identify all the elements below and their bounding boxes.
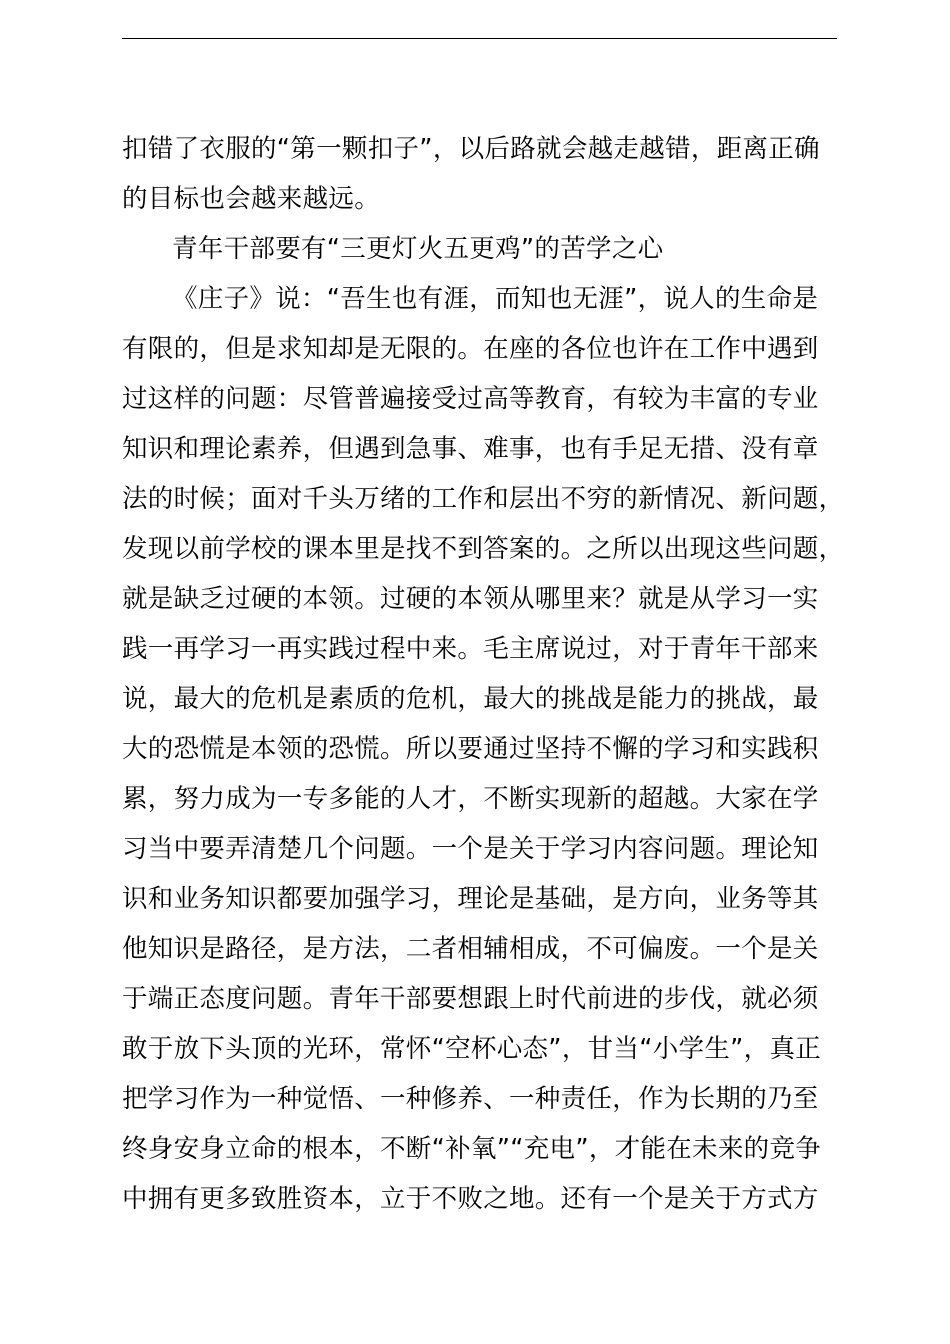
body-line: 有限的，但是求知却是无限的。在座的各位也许在工作中遇到 [122, 334, 819, 364]
body-line: 识和业务知识都要加强学习，理论是基础，是方向，业务等其 [122, 884, 819, 914]
header-rule [122, 38, 837, 39]
body-line: 累，努力成为一专多能的人才，不断实现新的超越。大家在学 [122, 784, 819, 814]
section-heading: 青年干部要有“三更灯火五更鸡”的苦学之心 [172, 234, 664, 264]
body-line: 大的恐慌是本领的恐慌。所以要通过坚持不懈的学习和实践积 [122, 734, 819, 764]
body-line: 终身安身立命的根本，不断“补氧”“充电”，才能在未来的竞争 [122, 1134, 822, 1164]
body-line: 中拥有更多致胜资本，立于不败之地。还有一个是关于方式方 [122, 1184, 819, 1214]
body-line: 把学习作为一种觉悟、一种修养、一种责任，作为长期的乃至 [122, 1084, 819, 1114]
body-line: 扣错了衣服的“第一颗扣子”，以后路就会越走越错，距离正确 [122, 134, 820, 164]
body-line: 践一再学习一再实践过程中来。毛主席说过，对于青年干部来 [122, 634, 819, 664]
body-line: 说，最大的危机是素质的危机，最大的挑战是能力的挑战，最 [122, 684, 819, 714]
body-line: 敢于放下头顶的光环，常怀“空杯心态”，甘当“小学生”，真正 [122, 1034, 822, 1064]
body-line: 的目标也会越来越远。 [122, 184, 381, 214]
body-line: 于端正态度问题。青年干部要想跟上时代前进的步伐，就必须 [122, 984, 819, 1014]
body-line: 法的时候；面对千头万绪的工作和层出不穷的新情况、新问题， [122, 484, 845, 514]
body-line: 知识和理论素养，但遇到急事、难事，也有手足无措、没有章 [122, 434, 819, 464]
body-line: 他知识是路径，是方法，二者相辅相成，不可偏废。一个是关 [122, 934, 819, 964]
body-line: 习当中要弄清楚几个问题。一个是关于学习内容问题。理论知 [122, 834, 819, 864]
body-line: 发现以前学校的课本里是找不到答案的。之所以出现这些问题， [122, 534, 845, 564]
body-line: 过这样的问题：尽管普遍接受过高等教育，有较为丰富的专业 [122, 384, 819, 414]
paragraph-first-line: 《庄子》说：“吾生也有涯，而知也无涯”，说人的生命是 [172, 284, 819, 314]
body-line: 就是缺乏过硬的本领。过硬的本领从哪里来？就是从学习一实 [122, 584, 819, 614]
